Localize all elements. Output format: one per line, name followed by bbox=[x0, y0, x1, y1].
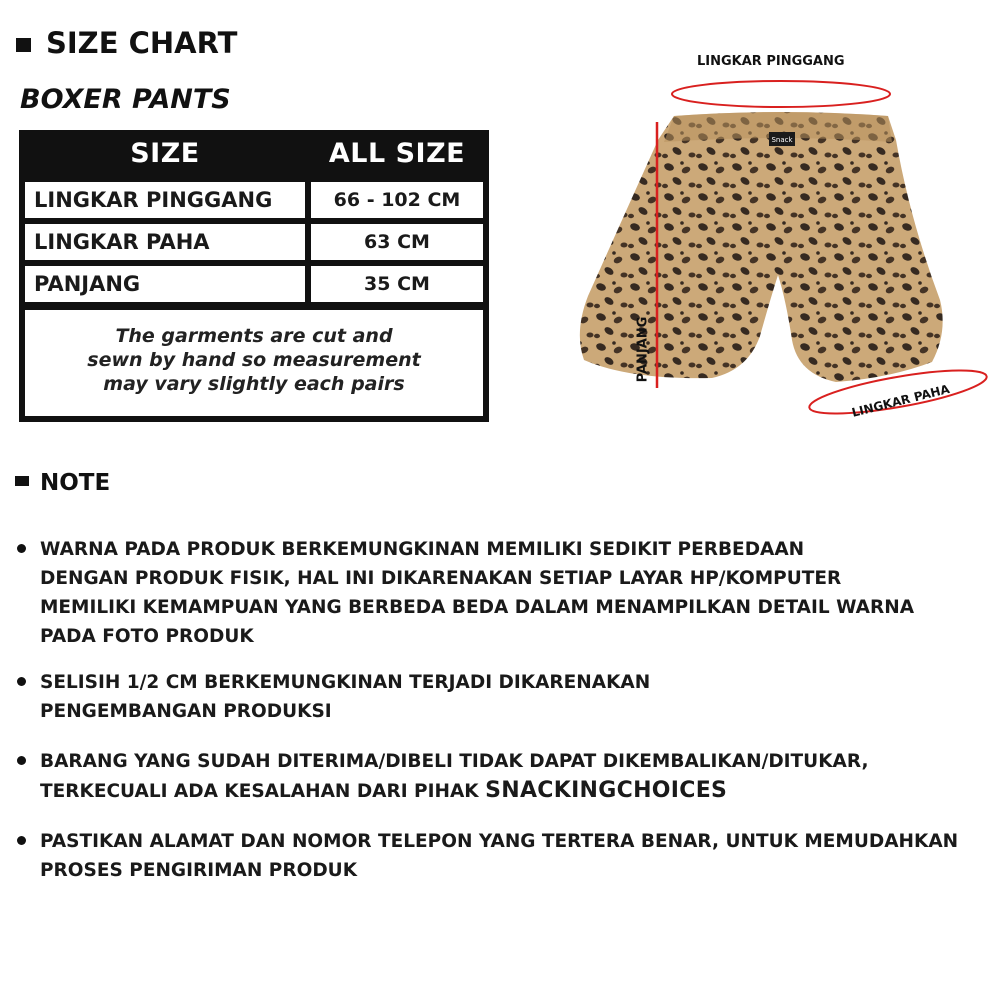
note-square-icon bbox=[15, 476, 29, 486]
thigh-label: LINGKAR PAHA bbox=[850, 381, 952, 420]
garment-tag-text: Snack bbox=[771, 136, 793, 144]
waist-measure-ring bbox=[672, 81, 890, 107]
boxer-shorts-shape bbox=[580, 112, 943, 382]
note-line: DENGAN PRODUK FISIK, HAL INI DIKARENAKAN SETIAP LAYAR HP/KOMPUTER bbox=[40, 568, 842, 589]
list-item bbox=[40, 535, 1000, 651]
note-line: PASTIKAN ALAMAT DAN NOMOR TELEPON YANG TERTERA BENAR, UNTUK MEMUDAHKAN bbox=[40, 831, 959, 852]
note-line: PADA FOTO PRODUK bbox=[40, 626, 254, 647]
table-row-label: LINGKAR PAHA bbox=[25, 224, 305, 260]
table-header-size: SIZE bbox=[130, 138, 200, 169]
notes-title: NOTE bbox=[40, 470, 111, 496]
note-line: MEMILIKI KEMAMPUAN YANG BERBEDA BEDA DALAM MENAMPILKAN DETAIL WARNA bbox=[40, 597, 915, 618]
title-square-icon bbox=[16, 38, 31, 52]
disclaimer-line: The garments are cut and bbox=[115, 325, 393, 347]
page-title: SIZE CHART bbox=[46, 26, 238, 60]
product-subtitle: BOXER PANTS bbox=[20, 84, 231, 115]
note-line: WARNA PADA PRODUK BERKEMUNGKINAN MEMILIKI SEDIKIT PERBEDAAN bbox=[40, 539, 805, 560]
list-item bbox=[40, 827, 1000, 885]
size-table bbox=[19, 130, 489, 422]
note-line: SELISIH 1/2 CM BERKEMUNGKINAN TERJADI DIKARENAKAN bbox=[40, 672, 651, 693]
note-line: BARANG YANG SUDAH DITERIMA/DIBELI TIDAK DAPAT DIKEMBALIKAN/DITUKAR, bbox=[40, 751, 869, 772]
list-item bbox=[40, 668, 1000, 726]
bullet-icon bbox=[17, 836, 26, 845]
note-line-prefix: TERKECUALI ADA KESALAHAN DARI PIHAK bbox=[40, 781, 479, 802]
disclaimer-line: sewn by hand so measurement bbox=[87, 349, 421, 371]
table-row-value: 66 - 102 CM bbox=[311, 182, 483, 218]
waist-label: LINGKAR PINGGANG bbox=[697, 54, 845, 69]
length-label: PANJANG bbox=[635, 316, 651, 383]
measurement-disclaimer bbox=[25, 310, 483, 416]
note-line: PENGEMBANGAN PRODUKSI bbox=[40, 701, 332, 722]
table-row-value: 35 CM bbox=[311, 266, 483, 302]
note-line-brand bbox=[40, 776, 1000, 806]
disclaimer-line: may vary slightly each pairs bbox=[103, 373, 405, 395]
bullet-icon bbox=[17, 677, 26, 686]
note-line: PROSES PENGIRIMAN PRODUK bbox=[40, 860, 358, 881]
bullet-icon bbox=[17, 756, 26, 765]
list-item bbox=[40, 747, 1000, 806]
brand-name: SNACKINGCHOICES bbox=[485, 778, 728, 803]
bullet-icon bbox=[17, 544, 26, 553]
table-header-all-size: ALL SIZE bbox=[328, 138, 466, 169]
table-row-value: 63 CM bbox=[311, 224, 483, 260]
table-row-label: PANJANG bbox=[25, 266, 305, 302]
table-row-label: LINGKAR PINGGANG bbox=[25, 182, 305, 218]
